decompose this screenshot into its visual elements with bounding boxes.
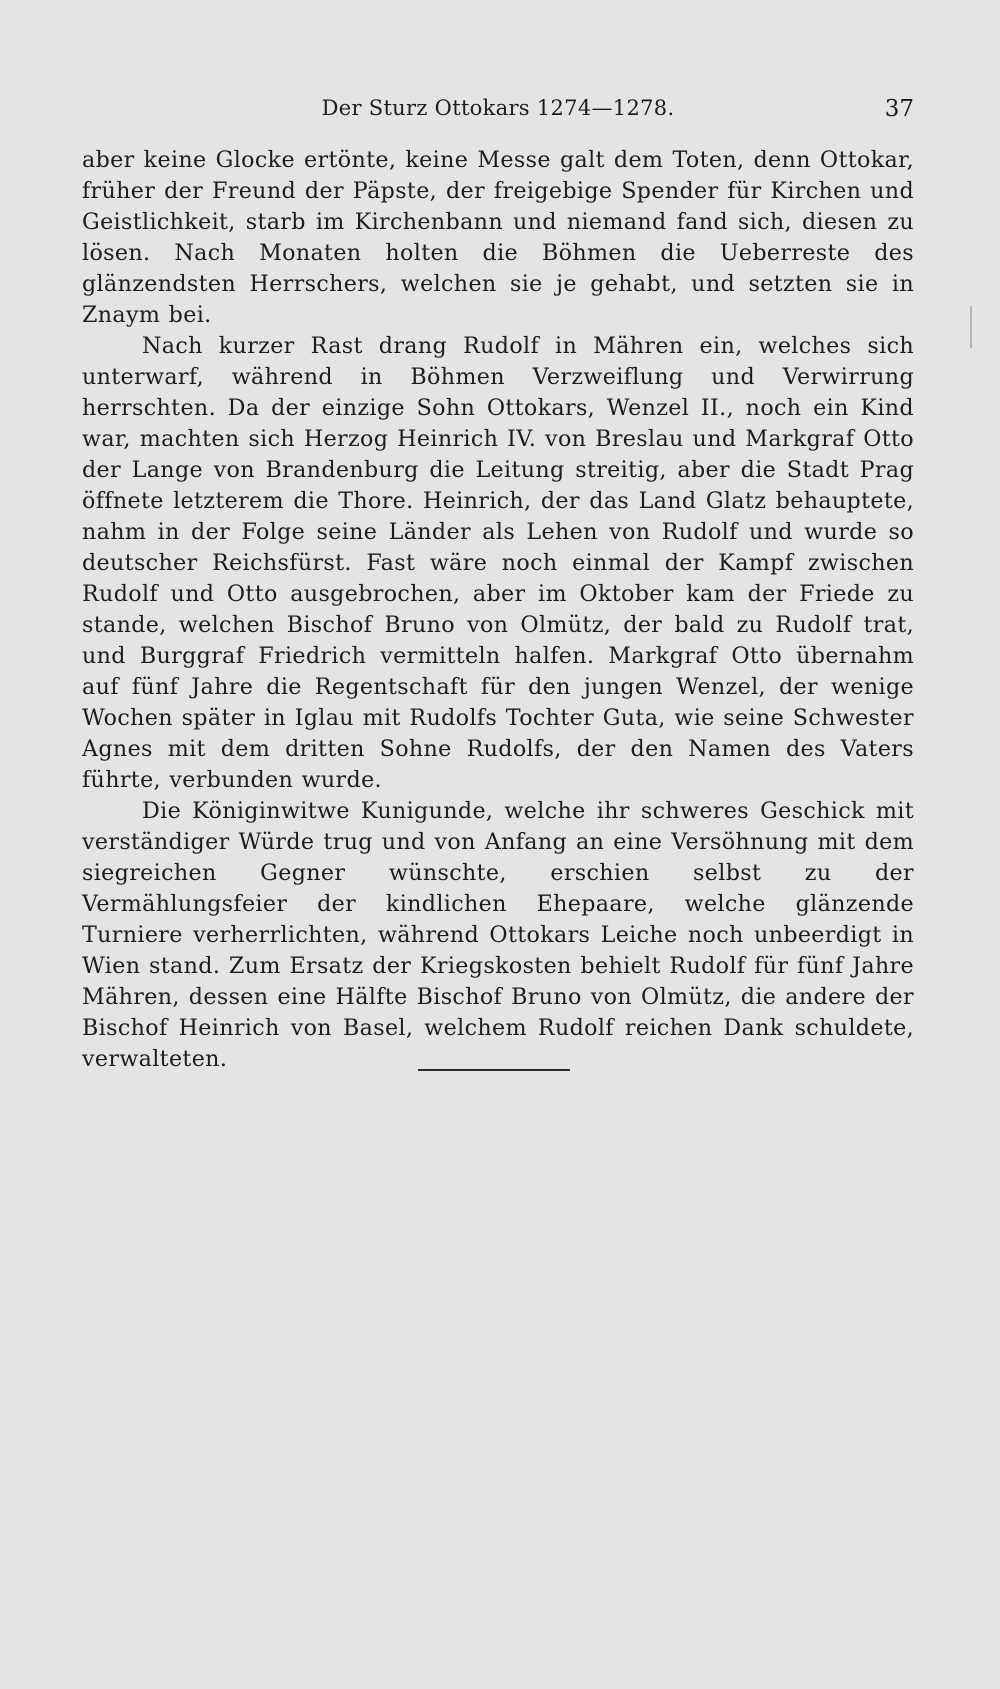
margin-bracket-mark: [967, 306, 972, 348]
paragraph-continuation: aber keine Glocke ertönte, keine Messe galt dem Toten, denn Ottokar, früher der Freund der Päpste, der freigebige Spender für Kirchen und Geistlichkeit, starb im Kirchenbann und niemand fand sich, diesen zu lösen. Nach Monaten holten die Böhmen die Ueberreste des glänzendsten Herrschers, welchen sie je gehabt, und setzten sie in Znaym bei.: [82, 147, 914, 328]
paragraph-koeniginwitwe: Die Königinwitwe Kunigunde, welche ihr schweres Geschick mit verständiger Würde trug und von Anfang an eine Versöhnung mit dem siegreichen Gegner wünschte, erschien selbst zu der Vermählungsfeier der kindlichen Ehepaare, welche glänzende Turniere verherrlichten, während Ottokars Leiche noch unbeerdigt in Wien stand. Zum Ersatz der Kriegskosten behielt Rudolf für fünf Jahre Mähren, dessen eine Hälfte Bischof Bruno von Olmütz, die andere der Bischof Heinrich von Basel, welchem Rudolf reichen Dank schuldete, verwalteten.: [82, 798, 914, 1072]
running-title: Der Sturz Ottokars 1274—1278.: [321, 96, 675, 120]
body-text: [82, 145, 914, 1075]
page-number: 37: [884, 96, 914, 122]
page-header: [82, 96, 914, 126]
paragraph-rudolf-in-maehren: Nach kurzer Rast drang Rudolf in Mähren ein, welches sich unterwarf, während in Böhmen Verzweiflung und Verwirrung herrschten. Da der einzige Sohn Ottokars, Wenzel II., noch ein Kind war, machten sich Herzog Heinrich IV. von Breslau und Markgraf Otto der Lange von Brandenburg die Leitung streitig, aber die Stadt Prag öffnete letzterem die Thore. Heinrich, der das Land Glatz behauptete, nahm in der Folge seine Länder als Lehen von Rudolf und wurde so deutscher Reichsfürst. Fast wäre noch einmal der Kampf zwischen Rudolf und Otto ausgebrochen, aber im Oktober kam der Friede zu stande, welchen Bischof Bruno von Olmütz, der bald zu Rudolf trat, und Burggraf Friedrich vermitteln halfen. Markgraf Otto übernahm auf fünf Jahre die Regentschaft für den jungen Wenzel, der wenige Wochen später in Iglau mit Rudolfs Tochter Guta, wie seine Schwester Agnes mit dem dritten Sohne Rudolfs, der den Namen des Vaters führte, verbunden wurde.: [82, 333, 914, 793]
section-end-rule: [418, 1069, 570, 1071]
